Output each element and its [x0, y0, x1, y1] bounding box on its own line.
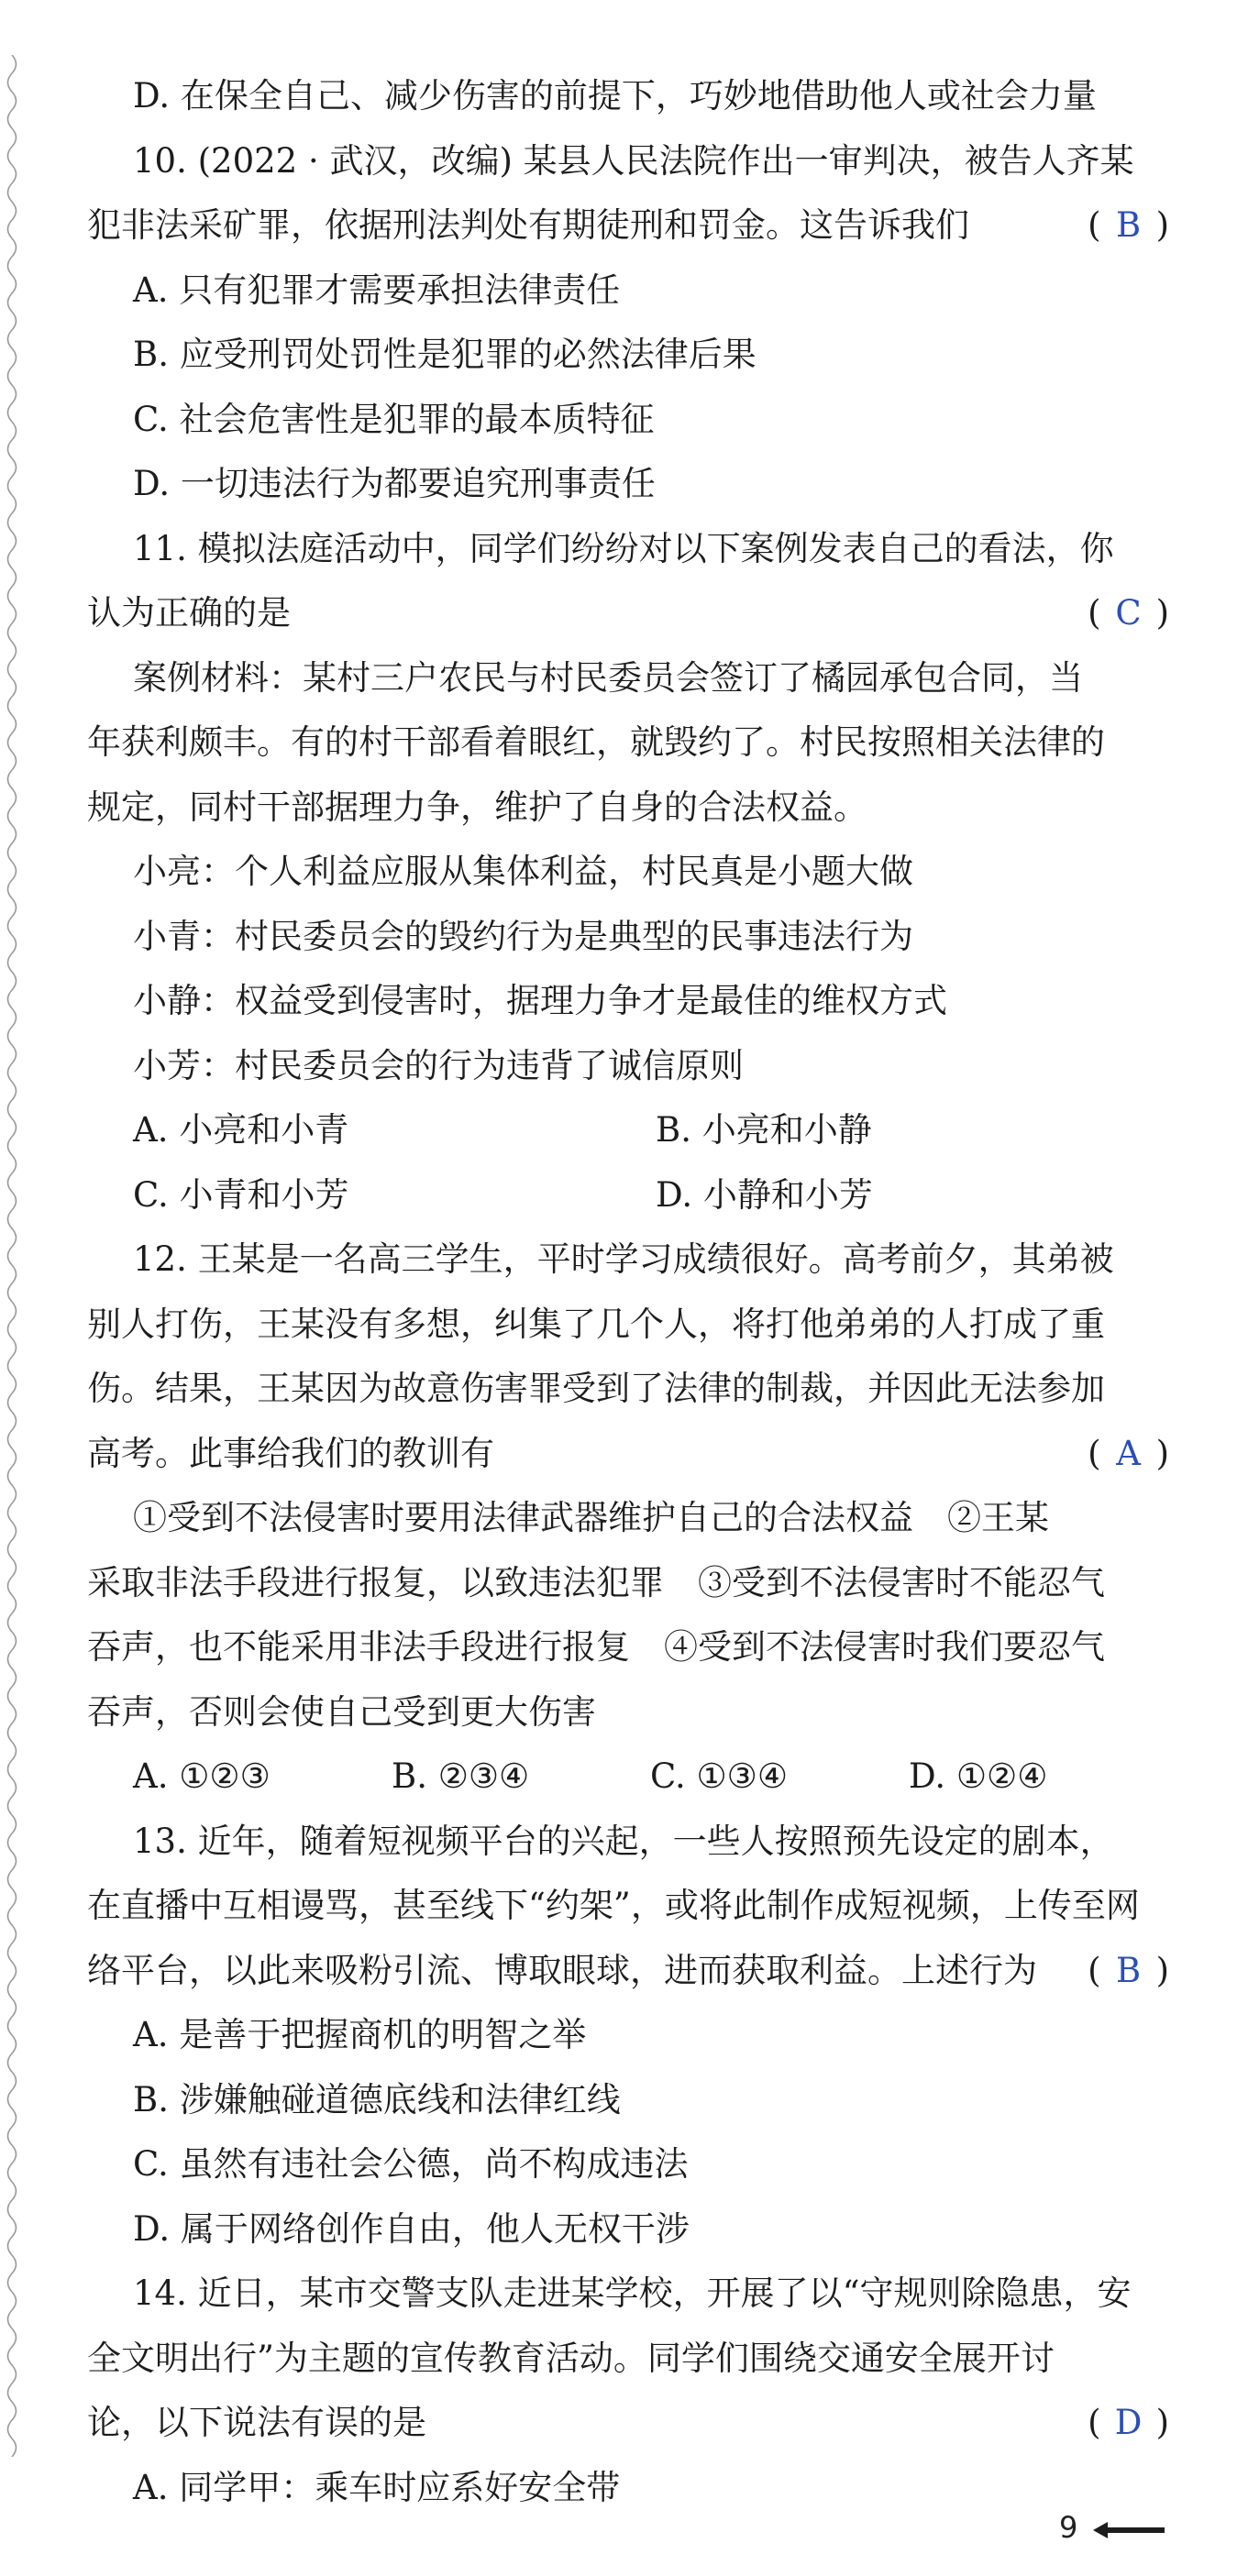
q13-stem-1: 13. 近年，随着短视频平台的兴起，一些人按照预先设定的剧本， — [133, 1821, 1114, 1861]
question-content — [87, 64, 1169, 2520]
q11-statement-1: 小亮：个人利益应服从集体利益，村民真是小题大做 — [133, 852, 913, 891]
q14-stem-3: 论，以下说法有误的是 ( D ) — [87, 2391, 1169, 2456]
q11-answer-bracket: ( C ) — [1088, 581, 1169, 646]
q11-case-2: 年获利颇丰。有的村干部看着眼红，就毁约了。村民按照相关法律的 — [87, 722, 1105, 762]
q12-answer: A — [1116, 1433, 1141, 1473]
q11-options-row-2 — [133, 1163, 1169, 1228]
page-number: 9 — [1059, 2510, 1078, 2545]
q13-stem-3: 络平台，以此来吸粉引流、博取眼球，进而获取利益。上述行为 ( B ) — [87, 1939, 1169, 2004]
q11-statement-2: 小青：村民委员会的毁约行为是典型的民事违法行为 — [133, 916, 913, 956]
q11-option-a: A. 小亮和小青 — [133, 1110, 349, 1150]
q10-option-a: A. 只有犯罪才需要承担法律责任 — [133, 270, 621, 310]
q10-option-d: D. 一切违法行为都要追究刑事责任 — [133, 464, 656, 503]
q10-option-c: C. 社会危害性是犯罪的最本质特征 — [133, 399, 655, 439]
q11-stem-2: 认为正确的是 ( C ) — [87, 581, 1169, 646]
q14-option-a: A. 同学甲：乘车时应系好安全带 — [133, 2467, 621, 2507]
q13-option-c: C. 虽然有违社会公德，尚不构成违法 — [133, 2144, 689, 2184]
q11-case-3: 规定，同村干部据理力争，维护了自身的合法权益。 — [87, 787, 867, 827]
q12-option-d: D. ①②④ — [909, 1756, 1048, 1796]
q13-stem-2: 在直播中互相谩骂，甚至线下“约架”，或将此制作成短视频，上传至网 — [87, 1886, 1140, 1925]
q14-answer: D — [1114, 2403, 1143, 2442]
q12-choices-2: 采取非法手段进行报复，以致违法犯罪 ③受到不法侵害时不能忍气 — [87, 1562, 1105, 1602]
q12-stem-4: 高考。此事给我们的教训有 ( A ) — [87, 1422, 1169, 1487]
q11-statement-4: 小芳：村民委员会的行为违背了诚信原则 — [133, 1045, 744, 1085]
q14-stem-1: 14. 近日，某市交警支队走进某学校，开展了以“守规则除隐患，安 — [133, 2273, 1132, 2313]
q11-stem-1: 11. 模拟法庭活动中，同学们纷纷对以下案例发表自己的看法，你 — [133, 528, 1114, 568]
q10-answer: B — [1115, 205, 1142, 245]
q11-option-b: B. 小亮和小静 — [656, 1110, 872, 1150]
q10-answer-bracket: ( B ) — [1088, 193, 1169, 259]
q13-option-a: A. 是善于把握商机的明智之举 — [133, 2015, 587, 2054]
q13-option-b: B. 涉嫌触碰道德底线和法律红线 — [133, 2079, 621, 2119]
arrow-left-icon — [1093, 2521, 1165, 2539]
q10-stem-1: 10. (2022 · 武汉，改编) 某县人民法院作出一审判决，被告人齐某 — [133, 140, 1134, 181]
q12-answer-bracket: ( A ) — [1088, 1422, 1169, 1487]
q10-stem-2: 犯非法采矿罪，依据刑法判处有期徒刑和罚金。这告诉我们 ( B ) — [87, 193, 1169, 259]
q12-stem-2: 别人打伤，王某没有多想，纠集了几个人，将打他弟弟的人打成了重 — [87, 1304, 1105, 1344]
q12-option-c: C. ①③④ — [650, 1756, 789, 1796]
q14-answer-bracket: ( D ) — [1088, 2391, 1169, 2456]
q13-answer: B — [1115, 1950, 1142, 1990]
q12-choices-1: ①受到不法侵害时要用法律武器维护自己的合法权益 ②王某 — [133, 1498, 1049, 1537]
q11-answer: C — [1115, 593, 1142, 633]
q12-choices-4: 吞声，否则会使自己受到更大伤害 — [87, 1691, 596, 1732]
q12-stem-3: 伤。结果，王某因为故意伤害罪受到了法律的制裁，并因此无法参加 — [87, 1369, 1105, 1408]
q11-option-d: D. 小静和小芳 — [656, 1174, 873, 1215]
q12-options-row — [133, 1745, 1169, 1810]
q9-option-d: D. 在保全自己、减少伤害的前提下，巧妙地借助他人或社会力量 — [133, 76, 1097, 116]
q13-option-d: D. 属于网络创作自由，他人无权干涉 — [133, 2208, 690, 2249]
q11-option-c: C. 小青和小芳 — [133, 1174, 349, 1215]
q11-statement-3: 小静：权益受到侵害时，据理力争才是最佳的维权方式 — [133, 981, 947, 1020]
q10-option-b: B. 应受刑罚处罚性是犯罪的必然法律后果 — [133, 335, 757, 374]
q12-stem-1: 12. 王某是一名高三学生，平时学习成绩很好。高考前夕，其弟被 — [133, 1239, 1114, 1279]
q13-answer-bracket: ( B ) — [1088, 1939, 1169, 2004]
q11-case-1: 案例材料：某村三户农民与村民委员会签订了橘园承包合同，当 — [133, 657, 1083, 698]
q14-stem-2: 全文明出行”为主题的宣传教育活动。同学们围绕交通安全展开讨 — [87, 2338, 1055, 2378]
q12-choices-3: 吞声，也不能采用非法手段进行报复 ④受到不法侵害时我们要忍气 — [87, 1627, 1105, 1667]
q12-option-a: A. ①②③ — [133, 1756, 271, 1796]
q12-option-b: B. ②③④ — [392, 1756, 530, 1796]
q11-options-row-1 — [133, 1098, 1169, 1163]
decorative-border — [4, 55, 20, 2457]
